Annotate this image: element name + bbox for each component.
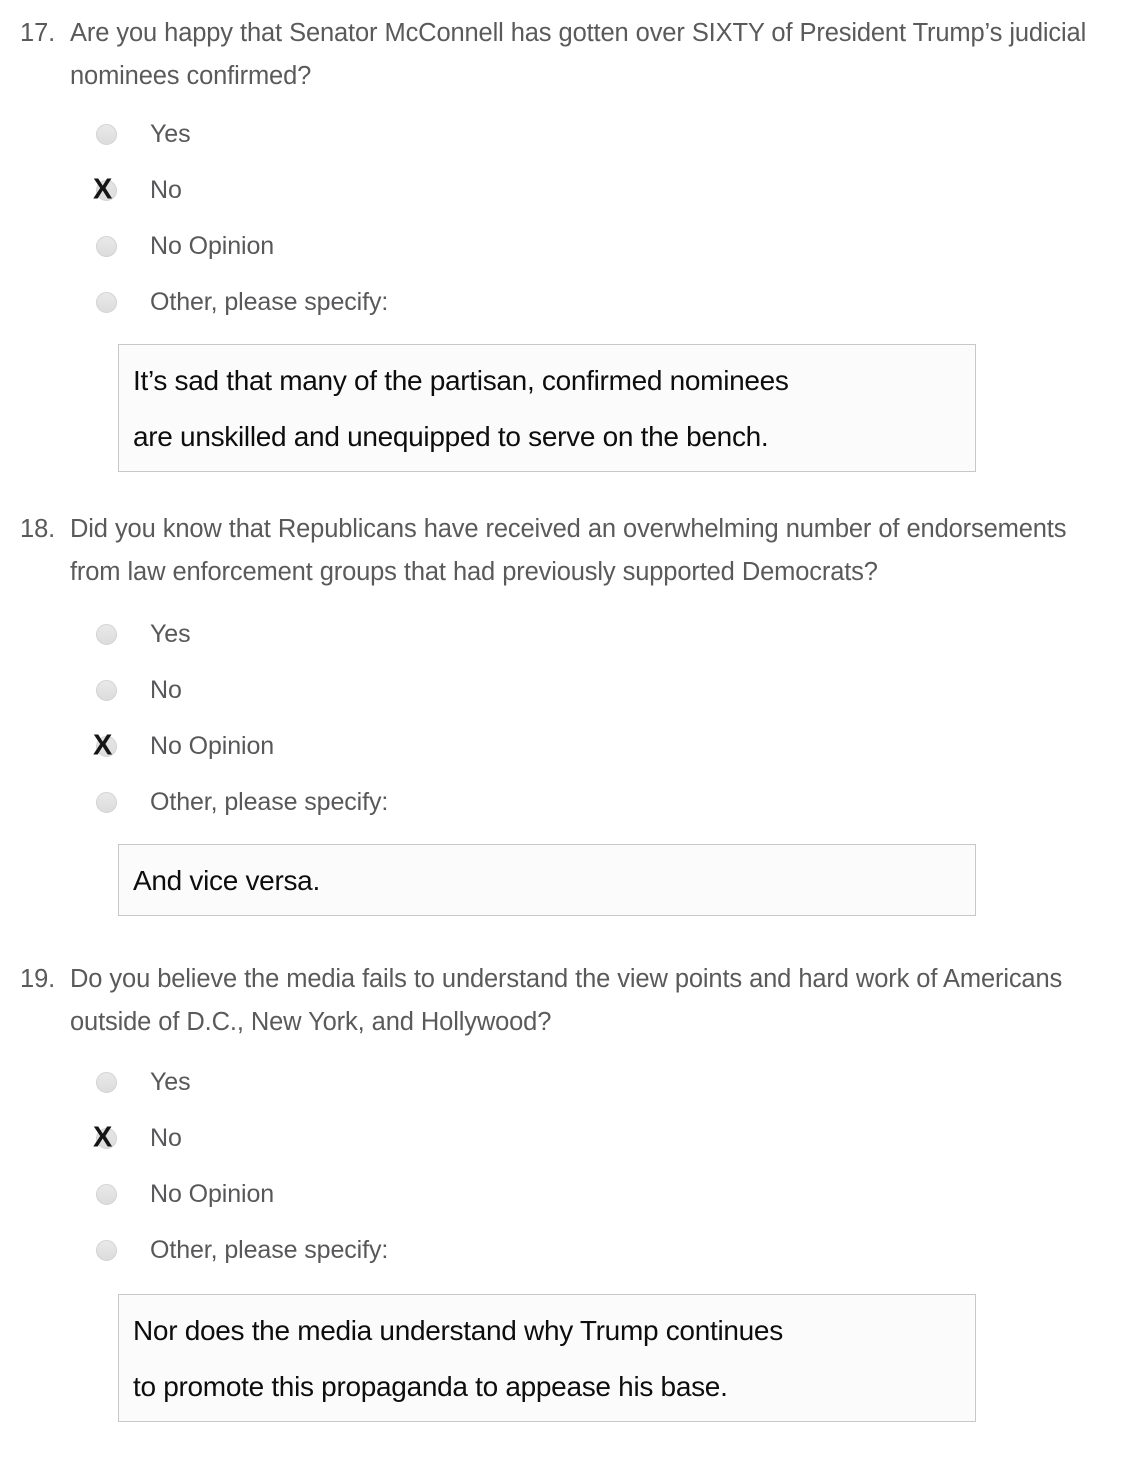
option-label: Yes	[150, 1068, 191, 1096]
radio-button-icon[interactable]	[96, 680, 117, 701]
radio-button-icon[interactable]	[93, 173, 117, 206]
radio-button-icon[interactable]	[93, 1121, 117, 1154]
option-group-19	[0, 1054, 1137, 1278]
x-mark-icon: X	[93, 173, 113, 206]
radio-button-icon[interactable]	[93, 729, 117, 762]
radio-button-icon[interactable]	[96, 1184, 117, 1205]
option-label: No	[150, 1124, 182, 1152]
option-label: Other, please specify:	[150, 288, 389, 316]
option-group-18	[0, 606, 1137, 830]
answer-line: And vice versa.	[133, 865, 320, 896]
question-block-19	[0, 958, 1137, 1422]
x-mark-icon: X	[93, 729, 113, 762]
radio-button-icon[interactable]	[96, 1240, 117, 1261]
option-row-17-no-opinion[interactable]	[96, 218, 1137, 274]
answer-line: Nor does the media understand why Trump continues	[133, 1315, 783, 1346]
option-label: No	[150, 176, 182, 204]
option-row-17-no[interactable]	[93, 162, 1137, 218]
radio-button-icon[interactable]	[96, 1072, 117, 1093]
option-row-19-no[interactable]	[93, 1110, 1137, 1166]
answer-line: are unskilled and unequipped to serve on the bench.	[133, 421, 769, 452]
option-label: Yes	[150, 120, 191, 148]
question-header-18	[0, 508, 1137, 594]
option-row-19-other[interactable]	[96, 1222, 1137, 1278]
answer-line: It’s sad that many of the partisan, confirmed nominees	[133, 365, 789, 396]
option-row-18-no-opinion[interactable]	[93, 718, 1137, 774]
question-header-17	[0, 12, 1137, 98]
radio-button-icon[interactable]	[96, 624, 117, 645]
question-number-19: 19.	[20, 965, 56, 993]
question-block-17	[0, 12, 1137, 472]
x-mark-icon: X	[93, 1121, 113, 1154]
option-label: No Opinion	[150, 232, 275, 260]
answer-line: to promote this propaganda to appease his base.	[133, 1371, 728, 1402]
radio-button-icon[interactable]	[96, 292, 117, 313]
option-row-19-no-opinion[interactable]	[96, 1166, 1137, 1222]
question-text-19: Do you believe the media fails to understand the view points and hard work of Americans outside of D.C., New York, and Hollywood?	[70, 965, 1063, 1036]
option-label: Other, please specify:	[150, 1236, 389, 1264]
question-block-18	[0, 508, 1137, 916]
radio-button-icon[interactable]	[96, 792, 117, 813]
option-row-19-yes[interactable]	[96, 1054, 1137, 1110]
question-text-18: Did you know that Republicans have received an overwhelming number of endorsements from law enforcement groups that had previously supported Democrats?	[70, 515, 1067, 586]
page-top-margin	[0, 0, 1137, 12]
option-row-18-no[interactable]	[96, 662, 1137, 718]
answer-text-box-18[interactable]	[118, 844, 976, 916]
answer-text-box-19[interactable]	[118, 1294, 976, 1422]
option-row-18-other[interactable]	[96, 774, 1137, 830]
radio-button-icon[interactable]	[96, 124, 117, 145]
option-group-17	[0, 106, 1137, 330]
answer-text-box-17[interactable]	[118, 344, 976, 472]
question-text-17: Are you happy that Senator McConnell has gotten over SIXTY of President Trump’s judicial nominees confirmed?	[70, 19, 1087, 90]
question-header-19	[0, 958, 1137, 1044]
option-label: No Opinion	[150, 1180, 275, 1208]
option-row-17-yes[interactable]	[96, 106, 1137, 162]
option-label: No	[150, 676, 182, 704]
option-row-18-yes[interactable]	[96, 606, 1137, 662]
option-label: Other, please specify:	[150, 788, 389, 816]
option-label: Yes	[150, 620, 191, 648]
question-number-17: 17.	[20, 19, 56, 47]
option-row-17-other[interactable]	[96, 274, 1137, 330]
question-number-18: 18.	[20, 515, 56, 543]
option-label: No Opinion	[150, 732, 275, 760]
radio-button-icon[interactable]	[96, 236, 117, 257]
